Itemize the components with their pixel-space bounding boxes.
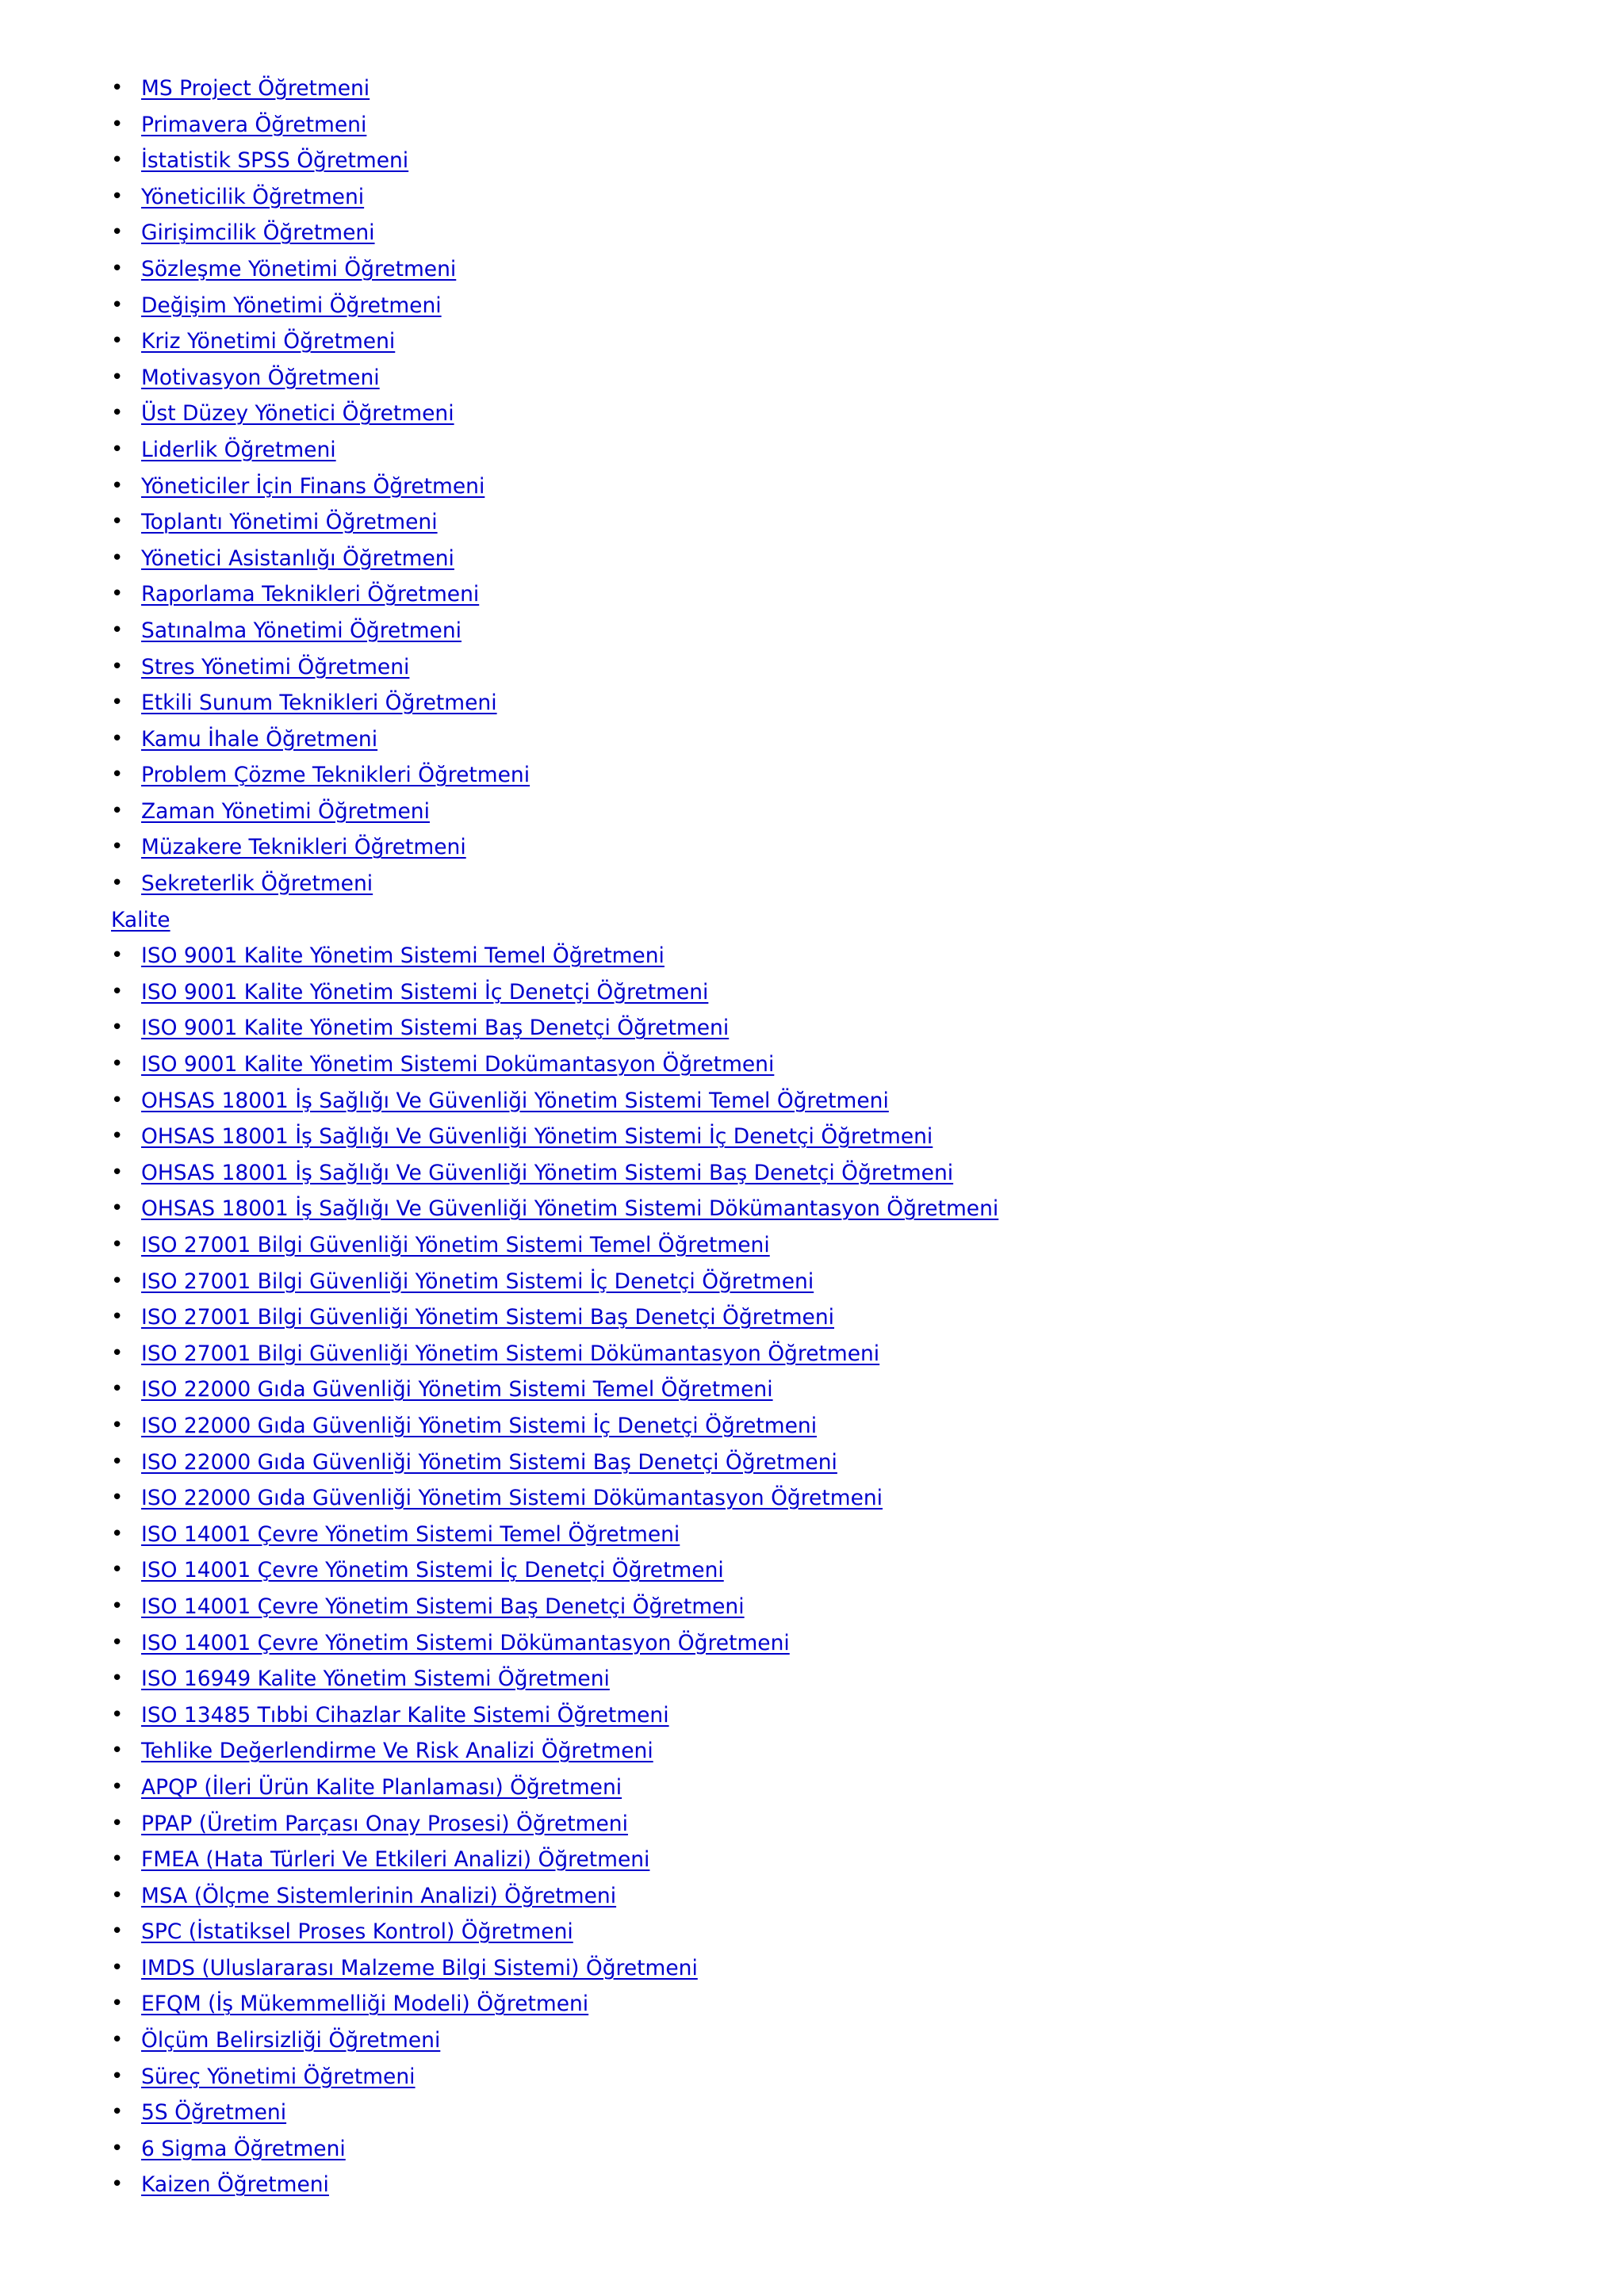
bullet-icon: • [111,1088,124,1112]
bullet-icon: • [111,1016,124,1040]
bullet-icon: • [111,329,124,354]
bullet-icon: • [111,726,124,751]
list-item-link[interactable]: ISO 14001 Çevre Yönetim Sistemi Baş Denetçi Öğretmeni [141,1594,745,1619]
list-item-link[interactable]: ISO 9001 Kalite Yönetim Sistemi Dokümantasyon Öğretmeni [141,1052,775,1077]
list-item-link[interactable]: Müzakere Teknikleri Öğretmeni [141,835,466,860]
bullet-icon: • [111,691,124,715]
bullet-icon: • [111,112,124,136]
category-heading-kalite [111,902,1586,939]
list-item [111,613,1586,649]
bullet-icon: • [111,1594,124,1618]
list-item-link[interactable]: EFQM (İş Mükemmelliği Modeli) Öğretmeni [141,1992,589,2017]
list-item [111,541,1586,577]
list-item [111,1986,1586,2022]
bullet-icon: • [111,1992,124,2016]
list-item [111,1408,1586,1445]
list-item-link[interactable]: ISO 27001 Bilgi Güvenliği Yönetim Sistemi İç Denetçi Öğretmeni [141,1269,814,1294]
bullet-icon: • [111,582,124,607]
bullet-icon: • [111,2172,124,2197]
bullet-icon: • [111,1160,124,1184]
list-item-link[interactable]: OHSAS 18001 İş Sağlığı Ve Güvenliği Yönetim Sistemi Dökümantasyon Öğretmeni [141,1196,999,1222]
bullet-icon: • [111,798,124,823]
bullet-icon: • [111,618,124,642]
list-item-link[interactable]: Sözleşme Yönetimi Öğretmeni [141,256,457,281]
list-item-link[interactable]: Raporlama Teknikleri Öğretmeni [141,582,480,607]
list-item [111,721,1586,758]
list-item [111,432,1586,469]
list-item [111,143,1586,179]
list-item-link[interactable]: IMDS (Uluslararası Malzeme Bilgi Sistemi) Öğretmeni [141,1955,698,1980]
list-item-link[interactable]: Kaizen Öğretmeni [141,2172,329,2198]
bullet-icon: • [111,1341,124,1365]
list-item [111,2022,1586,2059]
bullet-icon: • [111,76,124,100]
bullet-icon: • [111,2136,124,2160]
bullet-icon: • [111,763,124,787]
list-item-link[interactable]: MSA (Ölçme Sistemlerinin Analizi) Öğretmeni [141,1883,617,1908]
bullet-icon: • [111,1486,124,1510]
bullet-icon: • [111,871,124,896]
list-item-link[interactable]: ISO 22000 Gıda Güvenliği Yönetim Sistemi Dökümantasyon Öğretmeni [141,1486,883,1511]
bullet-icon: • [111,1124,124,1149]
bullet-icon: • [111,1811,124,1835]
list-item [111,1770,1586,1806]
list-item [111,1010,1586,1047]
list-item [111,1480,1586,1517]
list-item [111,1661,1586,1697]
list-item [111,649,1586,686]
bullet-icon: • [111,835,124,859]
management-link-list [111,71,1586,902]
list-item-link[interactable]: ISO 27001 Bilgi Güvenliği Yönetim Sistemi Baş Denetçi Öğretmeni [141,1305,835,1330]
list-item [111,1697,1586,1734]
list-item-link[interactable]: FMEA (Hata Türleri Ve Etkileri Analizi) Öğretmeni [141,1847,650,1873]
category-link-kalite[interactable]: Kalite [111,907,170,932]
list-item-link[interactable]: ISO 14001 Çevre Yönetim Sistemi İç Denetçi Öğretmeni [141,1558,724,1583]
list-item [111,1336,1586,1372]
list-item [111,1914,1586,1950]
bullet-icon: • [111,1413,124,1437]
list-item-link[interactable]: PPAP (Üretim Parçası Onay Prosesi) Öğretmeni [141,1811,628,1836]
list-item-link[interactable]: Sekreterlik Öğretmeni [141,871,373,897]
bullet-icon: • [111,365,124,389]
list-item [111,1806,1586,1843]
bullet-icon: • [111,2100,124,2125]
list-item-link[interactable]: OHSAS 18001 İş Sağlığı Ve Güvenliği Yönetim Sistemi İç Denetçi Öğretmeni [141,1124,933,1150]
list-item-link[interactable]: Süreç Yönetimi Öğretmeni [141,2064,416,2089]
list-item [111,107,1586,144]
list-item-link[interactable]: ISO 9001 Kalite Yönetim Sistemi Baş Denetçi Öğretmeni [141,1016,730,1041]
list-item [111,2167,1586,2203]
list-item [111,1625,1586,1662]
bullet-icon: • [111,654,124,679]
list-item [111,866,1586,902]
list-item-link[interactable]: MS Project Öğretmeni [141,76,370,101]
list-item [111,1950,1586,1987]
bullet-icon: • [111,437,124,461]
bullet-icon: • [111,1269,124,1293]
list-item-link[interactable]: ISO 14001 Çevre Yönetim Sistemi Temel Öğretmeni [141,1521,680,1547]
list-item [111,1083,1586,1119]
list-item-link[interactable]: ISO 22000 Gıda Güvenliği Yönetim Sistemi Baş Denetçi Öğretmeni [141,1449,837,1475]
bullet-icon: • [111,1883,124,1908]
list-item-link[interactable]: Yöneticilik Öğretmeni [141,184,365,209]
list-item-link[interactable]: Toplantı Yönetimi Öğretmeni [141,510,438,535]
document-page [111,71,1586,2203]
bullet-icon: • [111,1558,124,1582]
list-item [111,757,1586,794]
list-item [111,1299,1586,1336]
list-item-link[interactable]: Değişim Yönetimi Öğretmeni [141,293,442,318]
list-item-link[interactable]: ISO 22000 Gıda Güvenliği Yönetim Sistemi Temel Öğretmeni [141,1377,773,1402]
list-item [111,1191,1586,1227]
list-item-link[interactable]: 6 Sigma Öğretmeni [141,2136,346,2161]
list-item [111,938,1586,974]
list-item [111,794,1586,830]
bullet-icon: • [111,1052,124,1077]
bullet-icon: • [111,2064,124,2088]
bullet-icon: • [111,1667,124,1691]
list-item-link[interactable]: Liderlik Öğretmeni [141,437,336,462]
list-item [111,1372,1586,1408]
list-item-link[interactable]: Kriz Yönetimi Öğretmeni [141,329,396,354]
list-item-link[interactable]: ISO 16949 Kalite Yönetim Sistemi Öğretmeni [141,1667,610,1692]
list-item-link[interactable]: SPC (İstatiksel Proses Kontrol) Öğretmeni [141,1919,573,1945]
bullet-icon: • [111,2028,124,2053]
list-item-link[interactable]: İstatistik SPSS Öğretmeni [141,148,409,174]
list-item [111,1878,1586,1915]
bullet-icon: • [111,1955,124,1980]
list-item [111,215,1586,251]
list-item-link[interactable]: ISO 9001 Kalite Yönetim Sistemi Temel Öğretmeni [141,943,665,969]
bullet-icon: • [111,1305,124,1330]
list-item [111,974,1586,1011]
list-item [111,1119,1586,1155]
list-item [111,323,1586,360]
list-item [111,2095,1586,2131]
quality-link-list [111,938,1586,2203]
list-item [111,71,1586,107]
list-item [111,1227,1586,1264]
list-item-link[interactable]: ISO 9001 Kalite Yönetim Sistemi İç Denetçi Öğretmeni [141,979,709,1004]
list-item [111,2131,1586,2168]
list-item [111,685,1586,721]
list-item-link[interactable]: Motivasyon Öğretmeni [141,365,380,390]
list-item-link[interactable]: Üst Düzey Yönetici Öğretmeni [141,401,454,427]
bullet-icon: • [111,1847,124,1872]
list-item-link[interactable]: Tehlike Değerlendirme Ve Risk Analizi Öğretmeni [141,1739,653,1764]
bullet-icon: • [111,943,124,968]
list-item-link[interactable]: 5S Öğretmeni [141,2100,287,2126]
list-item-link[interactable]: ISO 14001 Çevre Yönetim Sistemi Dökümantasyon Öğretmeni [141,1630,790,1655]
list-item [111,179,1586,216]
bullet-icon: • [111,293,124,317]
list-item [111,469,1586,505]
list-item-link[interactable]: Ölçüm Belirsizliği Öğretmeni [141,2028,441,2053]
bullet-icon: • [111,1630,124,1655]
list-item [111,1842,1586,1878]
list-item [111,1264,1586,1300]
list-item [111,2059,1586,2095]
list-item-link[interactable]: Stres Yönetimi Öğretmeni [141,654,410,679]
list-item [111,504,1586,541]
list-item-link[interactable]: Girişimcilik Öğretmeni [141,220,375,246]
bullet-icon: • [111,1377,124,1402]
list-item [111,1517,1586,1553]
list-item [111,396,1586,432]
list-item-link[interactable]: Primavera Öğretmeni [141,112,367,137]
list-item-link[interactable]: ISO 27001 Bilgi Güvenliği Yönetim Sistemi Temel Öğretmeni [141,1233,770,1257]
bullet-icon: • [111,1196,124,1221]
list-item-link[interactable]: OHSAS 18001 İş Sağlığı Ve Güvenliği Yönetim Sistemi Temel Öğretmeni [141,1088,889,1113]
bullet-icon: • [111,220,124,245]
list-item-link[interactable]: OHSAS 18001 İş Sağlığı Ve Güvenliği Yönetim Sistemi Baş Denetçi Öğretmeni [141,1160,954,1185]
list-item [111,1047,1586,1083]
bullet-icon: • [111,510,124,534]
list-item-link[interactable]: Satınalma Yönetimi Öğretmeni [141,618,462,643]
list-item [111,251,1586,288]
list-item-link[interactable]: Problem Çözme Teknikleri Öğretmeni [141,763,530,788]
bullet-icon: • [111,545,124,570]
bullet-icon: • [111,256,124,281]
list-item [111,1445,1586,1481]
bullet-icon: • [111,1702,124,1727]
bullet-icon: • [111,473,124,498]
list-item-link[interactable]: Kamu İhale Öğretmeni [141,726,378,752]
list-item-link[interactable]: ISO 13485 Tıbbi Cihazlar Kalite Sistemi Öğretmeni [141,1702,669,1728]
list-item [111,1589,1586,1625]
list-item-link[interactable]: Yöneticiler İçin Finans Öğretmeni [141,473,485,499]
list-item-link[interactable]: APQP (İleri Ürün Kalite Planlaması) Öğretmeni [141,1774,622,1800]
list-item-link[interactable]: Etkili Sunum Teknikleri Öğretmeni [141,691,497,716]
list-item [111,360,1586,396]
bullet-icon: • [111,1774,124,1799]
bullet-icon: • [111,979,124,1004]
bullet-icon: • [111,1233,124,1257]
list-item [111,1155,1586,1192]
list-item-link[interactable]: Yönetici Asistanlığı Öğretmeni [141,545,454,571]
bullet-icon: • [111,1521,124,1546]
list-item-link[interactable]: ISO 22000 Gıda Güvenliği Yönetim Sistemi İç Denetçi Öğretmeni [141,1413,818,1438]
list-item [111,288,1586,324]
list-item [111,1733,1586,1770]
list-item-link[interactable]: ISO 27001 Bilgi Güvenliği Yönetim Sistemi Dökümantasyon Öğretmeni [141,1341,880,1366]
bullet-icon: • [111,148,124,173]
list-item-link[interactable]: Zaman Yönetimi Öğretmeni [141,798,430,824]
bullet-icon: • [111,184,124,209]
bullet-icon: • [111,1919,124,1944]
bullet-icon: • [111,1449,124,1474]
list-item [111,576,1586,613]
bullet-icon: • [111,401,124,426]
bullet-icon: • [111,1739,124,1763]
list-item [111,1552,1586,1589]
list-item [111,829,1586,866]
